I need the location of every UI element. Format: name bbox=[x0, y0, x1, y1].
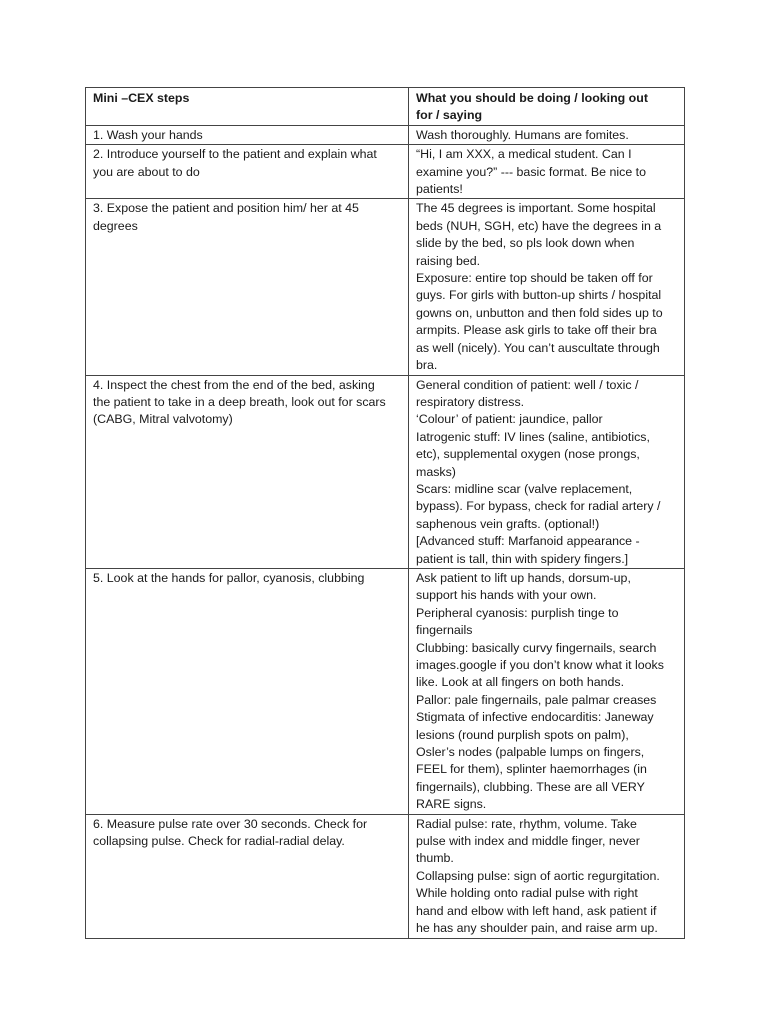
guidance-line: Stigmata of infective endocarditis: Janeway bbox=[416, 710, 654, 725]
guidance-cell bbox=[409, 814, 685, 938]
step-line: 1. Wash your hands bbox=[93, 127, 203, 142]
guidance-line: “Hi, I am XXX, a medical student. Can I bbox=[416, 147, 632, 162]
guidance-line: Wash thoroughly. Humans are fomites. bbox=[416, 127, 629, 142]
guidance-line: lesions (round purplish spots on palm), bbox=[416, 727, 629, 742]
guidance-line: thumb. bbox=[416, 851, 454, 866]
guidance-line: pulse with index and middle finger, never bbox=[416, 834, 640, 849]
guidance-line: Scars: midline scar (valve replacement, bbox=[416, 481, 633, 496]
guidance-line: [Advanced stuff: Marfanoid appearance - bbox=[416, 534, 640, 549]
step-line: 3. Expose the patient and position him/ her at 45 bbox=[93, 201, 359, 216]
guidance-line: patients! bbox=[416, 182, 463, 197]
guidance-cell bbox=[409, 375, 685, 568]
step-line: the patient to take in a deep breath, look out for scars bbox=[93, 394, 386, 409]
guidance-line: Iatrogenic stuff: IV lines (saline, antibiotics, bbox=[416, 429, 650, 444]
header-guidance bbox=[409, 88, 685, 126]
guidance-line: bypass). For bypass, check for radial artery / bbox=[416, 499, 661, 514]
step-cell bbox=[86, 375, 409, 568]
step-line: 4. Inspect the chest from the end of the bed, asking bbox=[93, 377, 375, 392]
guidance-line: The 45 degrees is important. Some hospital bbox=[416, 201, 656, 216]
table-row bbox=[86, 199, 685, 375]
guidance-line: Collapsing pulse: sign of aortic regurgitation. bbox=[416, 868, 660, 883]
guidance-line: RARE signs. bbox=[416, 797, 487, 812]
header-steps bbox=[86, 88, 409, 126]
guidance-line: fingernails), clubbing. These are all VERY bbox=[416, 779, 645, 794]
guidance-line: gowns on, unbutton and then fold sides up to bbox=[416, 305, 663, 320]
table-row bbox=[86, 375, 685, 568]
table-row bbox=[86, 125, 685, 144]
guidance-line: he has any shoulder pain, and raise arm up. bbox=[416, 921, 658, 936]
table-row bbox=[86, 568, 685, 814]
step-line: you are about to do bbox=[93, 164, 200, 179]
header-row bbox=[86, 88, 685, 126]
step-line: 5. Look at the hands for pallor, cyanosis, clubbing bbox=[93, 570, 365, 585]
header-line: Mini –CEX steps bbox=[93, 91, 190, 105]
guidance-line: General condition of patient: well / toxic / bbox=[416, 377, 639, 392]
step-cell bbox=[86, 199, 409, 375]
guidance-line: raising bed. bbox=[416, 253, 481, 268]
guidance-line: saphenous vein grafts. (optional!) bbox=[416, 516, 600, 531]
guidance-line: guys. For girls with button-up shirts / hospital bbox=[416, 288, 662, 303]
guidance-line: beds (NUH, SGH, etc) have the degrees in a bbox=[416, 218, 662, 233]
step-line: collapsing pulse. Check for radial-radial delay. bbox=[93, 834, 345, 849]
table-header bbox=[86, 88, 685, 126]
step-line: degrees bbox=[93, 218, 138, 233]
guidance-line: Ask patient to lift up hands, dorsum-up, bbox=[416, 570, 631, 585]
guidance-line: images.google if you don’t know what it looks bbox=[416, 658, 664, 672]
step-cell bbox=[86, 814, 409, 938]
guidance-cell bbox=[409, 568, 685, 814]
guidance-line: patient is tall, thin with spidery fingers.] bbox=[416, 551, 629, 566]
guidance-line: Radial pulse: rate, rhythm, volume. Take bbox=[416, 816, 637, 831]
guidance-line: support his hands with your own. bbox=[416, 588, 597, 603]
guidance-line: slide by the bed, so pls look down when bbox=[416, 236, 635, 251]
guidance-cell bbox=[409, 199, 685, 375]
step-line: (CABG, Mitral valvotomy) bbox=[93, 412, 233, 427]
step-cell bbox=[86, 568, 409, 814]
table-body bbox=[86, 125, 685, 938]
guidance-line: as well (nicely). You can’t auscultate through bbox=[416, 340, 660, 355]
guidance-line: Peripheral cyanosis: purplish tinge to bbox=[416, 605, 619, 620]
guidance-line: Pallor: pale fingernails, pale palmar creases bbox=[416, 692, 657, 707]
table-row bbox=[86, 814, 685, 938]
guidance-line: etc), supplemental oxygen (nose prongs, bbox=[416, 447, 640, 462]
step-cell bbox=[86, 145, 409, 199]
guidance-line: armpits. Please ask girls to take off their bra bbox=[416, 323, 657, 338]
guidance-line: Exposure: entire top should be taken off for bbox=[416, 271, 653, 286]
guidance-cell bbox=[409, 125, 685, 144]
step-line: 6. Measure pulse rate over 30 seconds. Check for bbox=[93, 816, 368, 831]
guidance-line: respiratory distress. bbox=[416, 394, 525, 409]
table-row bbox=[86, 145, 685, 199]
guidance-line: fingernails bbox=[416, 623, 473, 638]
guidance-line: Clubbing: basically curvy fingernails, search bbox=[416, 640, 657, 655]
guidance-line: Osler’s nodes (palpable lumps on fingers, bbox=[416, 745, 645, 760]
header-line: What you should be doing / looking out bbox=[416, 91, 648, 105]
step-cell bbox=[86, 125, 409, 144]
guidance-line: FEEL for them), splinter haemorrhages (in bbox=[416, 762, 647, 777]
guidance-line: ‘Colour’ of patient: jaundice, pallor bbox=[416, 412, 603, 427]
guidance-line: While holding onto radial pulse with right bbox=[416, 886, 638, 901]
guidance-line: masks) bbox=[416, 464, 456, 479]
header-line: for / saying bbox=[416, 108, 483, 123]
guidance-line: examine you?” --- basic format. Be nice to bbox=[416, 164, 647, 179]
guidance-cell bbox=[409, 145, 685, 199]
mini-cex-table bbox=[85, 87, 685, 939]
guidance-line: like. Look at all fingers on both hands. bbox=[416, 675, 625, 690]
guidance-line: hand and elbow with left hand, ask patient if bbox=[416, 903, 657, 918]
step-line: 2. Introduce yourself to the patient and explain what bbox=[93, 147, 377, 162]
guidance-line: bra. bbox=[416, 358, 438, 373]
